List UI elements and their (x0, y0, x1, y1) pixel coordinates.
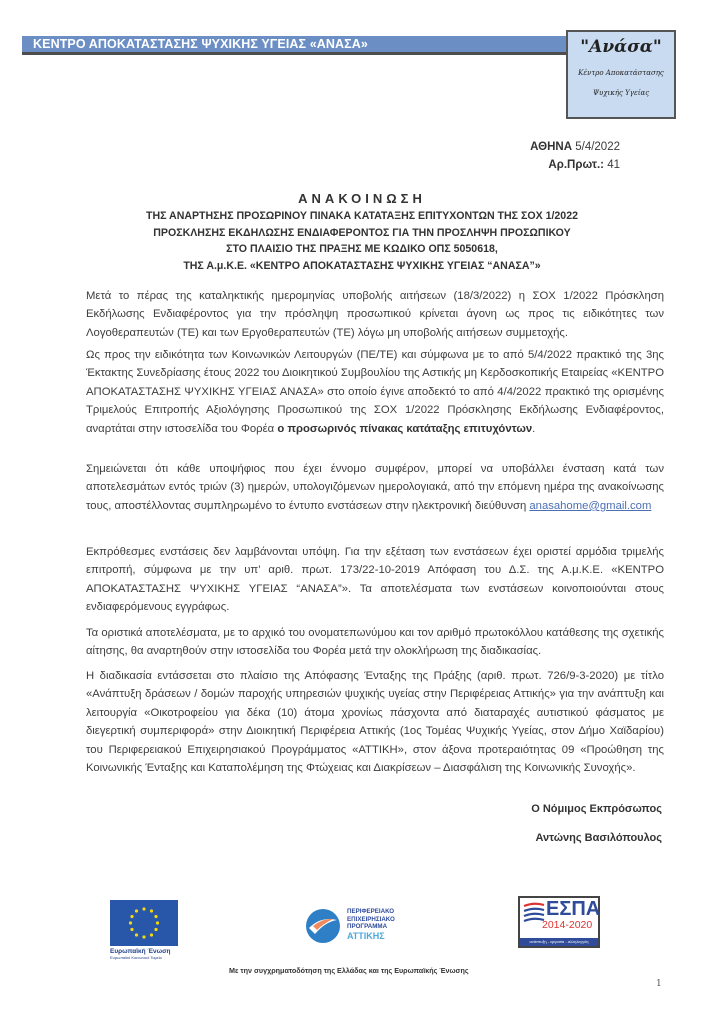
announcement-title (60, 190, 664, 274)
logo-line-2: Ψυχικής Υγείας (592, 89, 650, 97)
paragraph-3-text: Σημειώνεται ότι κάθε υποψήφιος που έχει έννομο συμφέρον, μπορεί να υποβάλλει ένσταση κατά των αποτελεσμάτων εντός τριών (3) ημερών, υπολογιζόμενων ημερολογιακά, από την επόμενη ημέρα της ανακοίνωσης τους, αποστέλλοντας συμπληρωμένο το έντυπο ενστάσεων στην ηλεκτρονική διεύθυνση (86, 463, 664, 512)
paragraph-2-end: . (532, 422, 536, 435)
signature-name: Αντώνης Βασιλόπουλος (535, 832, 662, 844)
espa-tagline: ανάπτυξη - εργασία - αλληλεγγύη (520, 938, 598, 946)
espa-logo (518, 896, 600, 948)
email-link[interactable]: anasahome@gmail.com (529, 499, 652, 512)
pep-line-3: ΠΡΟΓΡΑΜΜΑ (347, 923, 388, 930)
date-line (530, 138, 620, 156)
pep-line-2: ΕΠΙΧΕΙΡΗΣΙΑΚΟ (347, 915, 395, 923)
title-line-3: ΣΤΟ ΠΛΑΙΣΙΟ ΤΗΣ ΠΡΑΞΗΣ ΜΕ ΚΩΔΙΚΟ ΟΠΣ 5050618, (226, 243, 498, 255)
document-meta (530, 138, 620, 174)
document-date: 5/4/2022 (575, 141, 620, 153)
paragraph-5: Τα οριστικά αποτελέσματα, με το αρχικό του ονοματεπωνύμου και τον αριθμό πρωτοκόλλου κατάθεσης της σχετικής αίτησης, θα αναρτηθούν στην ιστοσελίδα του Φορέα μετά την ολοκλήρωση της διαδικασίας. (86, 627, 664, 658)
header-bar (22, 36, 568, 55)
pep-swirl-icon (303, 906, 343, 946)
cofunding-note: Με την συγχρηματοδότηση της Ελλάδας και της Ευρωπαϊκής Ένωσης (229, 966, 469, 975)
paragraph-1: Μετά το πέρας της καταληκτικής ημερομηνίας υποβολής αιτήσεων (18/3/2022) η ΣΟΧ 1/2022 Πρόσκληση Εκδήλωσης Ενδιαφέροντος για την πρόσληψη προσωπικού κρίνεται άγονη ως προς τις ειδικότητες των Λογοθεραπευτών (ΤΕ) και των Εργοθεραπευτών (ΤΕ) λόγω μη υποβολής αιτήσεων συμμετοχής. (86, 290, 664, 339)
espa-title: ΕΣΠΑ (546, 898, 601, 920)
signature-role: Ο Νόμιμος Εκπρόσωπος (531, 803, 662, 815)
pep-text (347, 908, 395, 941)
eu-logo (110, 900, 178, 966)
eu-caption: Ευρωπαϊκή Ένωση (110, 948, 171, 955)
paragraph-4: Εκπρόθεσμες ενστάσεις δεν λαμβάνονται υπόψη. Για την εξέταση των ενστάσεων έχει οριστεί αρμόδια τριμελής επιτροπή, σύμφωνα με την υπ’ αριθ. πρωτ. 173/22-10-2019 Απόφαση του Δ.Σ. της Α.μ.Κ.Ε. «ΚΕΝΤΡΟ ΑΠΟΚΑΤΑΣΤΑΣΗΣ ΨΥΧΙΚΗΣ ΥΓΕΙΑΣ “ΑΝΑΣΑ”». Τα αποτελέσματα των ενστάσεων κοινοποιούνται στους ενδιαφερόμενους εγγράφως. (86, 546, 664, 614)
pep-attica-logo (303, 906, 433, 946)
pep-line-1: ΠΕΡΙΦΕΡΕΙΑΚΟ (347, 908, 395, 915)
paragraph-2-text: Ως προς την ειδικότητα των Κοινωνικών Λειτουργών (ΠΕ/ΤΕ) και σύμφωνα με το από 5/4/2022 πρακτικό της 3ης Έκτακτης Συνεδρίασης έτους 2022 του Διοικητικού Συμβουλίου της Αστικής μη Κερδοσκοπικής Εταιρείας «ΚΕΝΤΡΟ ΑΠΟΚΑΤΑΣΤΑΣΗΣ ΨΥΧΙΚΗΣ ΥΓΕΙΑΣ ΑΝΑΣΑ» στο οποίο έγινε αποδεκτό το από 4/4/2022 πρακτικό της ορισμένης Τριμελούς Επιτροπής Αξιολόγησης Προσωπικού της ΣΟΧ 1/2022 Πρόσκλησης Εκδήλωσης Ενδιαφέροντος, αναρτάται στην ιστοσελίδα του Φορέα (86, 349, 664, 435)
organization-logo-box (566, 30, 676, 119)
pep-line-4: ΑΤΤΙΚΗΣ (347, 930, 385, 941)
place-label: ΑΘΗΝΑ (530, 141, 573, 153)
title-main: ΑΝΑΚΟΙΝΩΣΗ (298, 191, 426, 206)
title-line-2: ΠΡΟΣΚΛΗΣΗΣ ΕΚΔΗΛΩΣΗΣ ΕΝΔΙΑΦΕΡΟΝΤΟΣ ΓΙΑ ΤΗΝ ΠΡΟΣΛΗΨΗ ΠΡΟΣΩΠΙΚΟΥ (153, 226, 571, 239)
page-number: 1 (656, 979, 662, 989)
title-line-4: ΤΗΣ Α.μ.Κ.Ε. «ΚΕΝΤΡΟ ΑΠΟΚΑΤΑΣΤΑΣΗΣ ΨΥΧΙΚΗΣ ΥΓΕΙΑΣ “ΑΝΑΣΑ”» (183, 259, 541, 272)
organization-title: ΚΕΝΤΡΟ ΑΠΟΚΑΤΑΣΤΑΣΗΣ ΨΥΧΙΚΗΣ ΥΓΕΙΑΣ «ΑΝΑΣΑ» (33, 37, 368, 51)
logo-line-1: Κέντρο Αποκατάστασης (578, 69, 664, 77)
eu-subcaption: Ευρωπαϊκό Κοινωνικό Ταμείο (110, 955, 162, 960)
title-line-1: ΤΗΣ ΑΝΑΡΤΗΣΗΣ ΠΡΟΣΩΡΙΝΟΥ ΠΙΝΑΚΑ ΚΑΤΑΤΑΞΗΣ ΕΠΙΤΥΧΟΝΤΩΝ ΤΗΣ ΣΟΧ 1/2022 (146, 210, 578, 222)
logo-title: "Ανάσα" (580, 37, 662, 57)
paragraph-2 (86, 346, 664, 438)
paragraph-2-bold: ο προσωρινός πίνακας κατάταξης επιτυχόντων (277, 422, 533, 435)
eu-flag-icon (110, 900, 178, 946)
protocol-label: Αρ.Πρωτ.: (548, 159, 604, 171)
paragraph-6: Η διαδικασία εντάσσεται στο πλαίσιο της Απόφασης Ένταξης της Πράξης (αριθ. πρωτ. 726/9-3-2020) με τίτλο «Ανάπτυξη δράσεων / δομών παροχής υπηρεσιών ψυχικής υγείας στην Περιφέρειας Αττικής» για την ανάπτυξη και λειτουργία «Οικοτροφείου για δέκα (10) άτομα χρονίως πάσχοντα από διαταραχές αυτιστικού φάσματος με διεγερτική συμπεριφορά» στην Διοικητική Περιφέρεια Αττικής (1ος Τομέας Ψυχικής Υγείας, στον Δήμο Χαϊδαρίου) του Περιφερειακού Επιχειρησιακού Προγράμματος «ΑΤΤΙΚΗ», στον άξονα προτεραιότητας 09 «Προώθηση της Κοινωνικής Ένταξης και Καταπολέμηση της Φτώχειας και Διακρίσεων – Διασφάλιση της Κοινωνικής Συνοχής». (86, 670, 664, 775)
paragraph-3 (86, 460, 664, 515)
protocol-line (530, 156, 620, 174)
espa-years: 2014-2020 (542, 919, 593, 931)
protocol-number: 41 (607, 159, 620, 171)
